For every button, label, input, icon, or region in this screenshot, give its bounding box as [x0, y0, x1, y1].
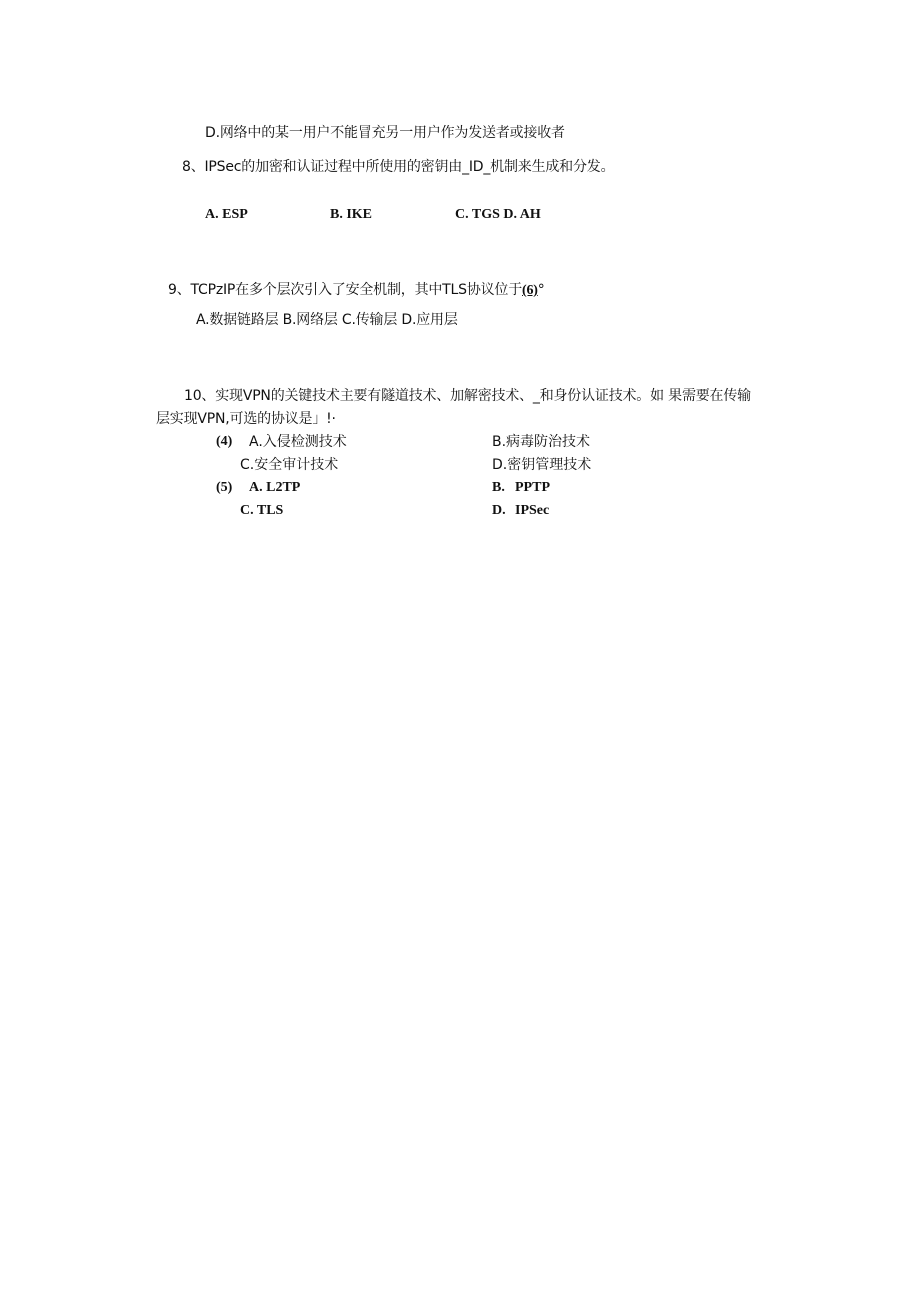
q10-group4-label: (4)	[216, 434, 233, 449]
q10-stem-line1: 10、实现VPN的关键技术主要有隧道技术、加解密技术、_和身份认证技术。如 果需要在传输	[184, 388, 751, 404]
q8-option-a: A. ESP	[205, 207, 248, 222]
q10-group4-option-d: D.密钥管理技术	[492, 457, 592, 473]
q10-group4-option-b: B.病毒防治技术	[492, 434, 591, 450]
q8-option-b: B. IKE	[330, 207, 373, 222]
q10-group5-option-d-letter: D.	[492, 503, 506, 518]
q10-group4-option-c: C.安全审计技术	[240, 457, 339, 473]
q8-stem: 8、IPSec的加密和认证过程中所使用的密钥由_ID_机制来生成和分发。	[182, 159, 615, 175]
q10-stem-line2: 层实现VPN,可选的协议是」!·	[156, 411, 336, 427]
q9-stem-text: 9、TCPzIP在多个层次引入了安全机制，其中TLS协议位于	[168, 282, 523, 298]
q10-group5-option-d-text: IPSec	[515, 503, 550, 518]
q9-options: A.数据链路层 B.网络层 C.传输层 D.应用层	[196, 312, 458, 328]
q10-group5-option-a: A. L2TP	[249, 480, 301, 495]
q10-group4-option-a: A.入侵检测技术	[249, 434, 347, 450]
q7-option-d: D.网络中的某一用户不能冒充另一用户作为发送者或接收者	[205, 125, 565, 141]
q8-option-cd: C. TGS D. AH	[455, 207, 541, 222]
q10-group5-label: (5)	[216, 480, 233, 495]
q10-group5-option-b-text: PPTP	[515, 480, 550, 495]
q9-stem	[168, 281, 545, 300]
q9-blank: (6)	[522, 283, 538, 298]
q9-stem-end: °	[537, 282, 545, 298]
q10-group5-option-c: C. TLS	[240, 503, 284, 518]
q10-group5-option-b-letter: B.	[492, 480, 505, 495]
